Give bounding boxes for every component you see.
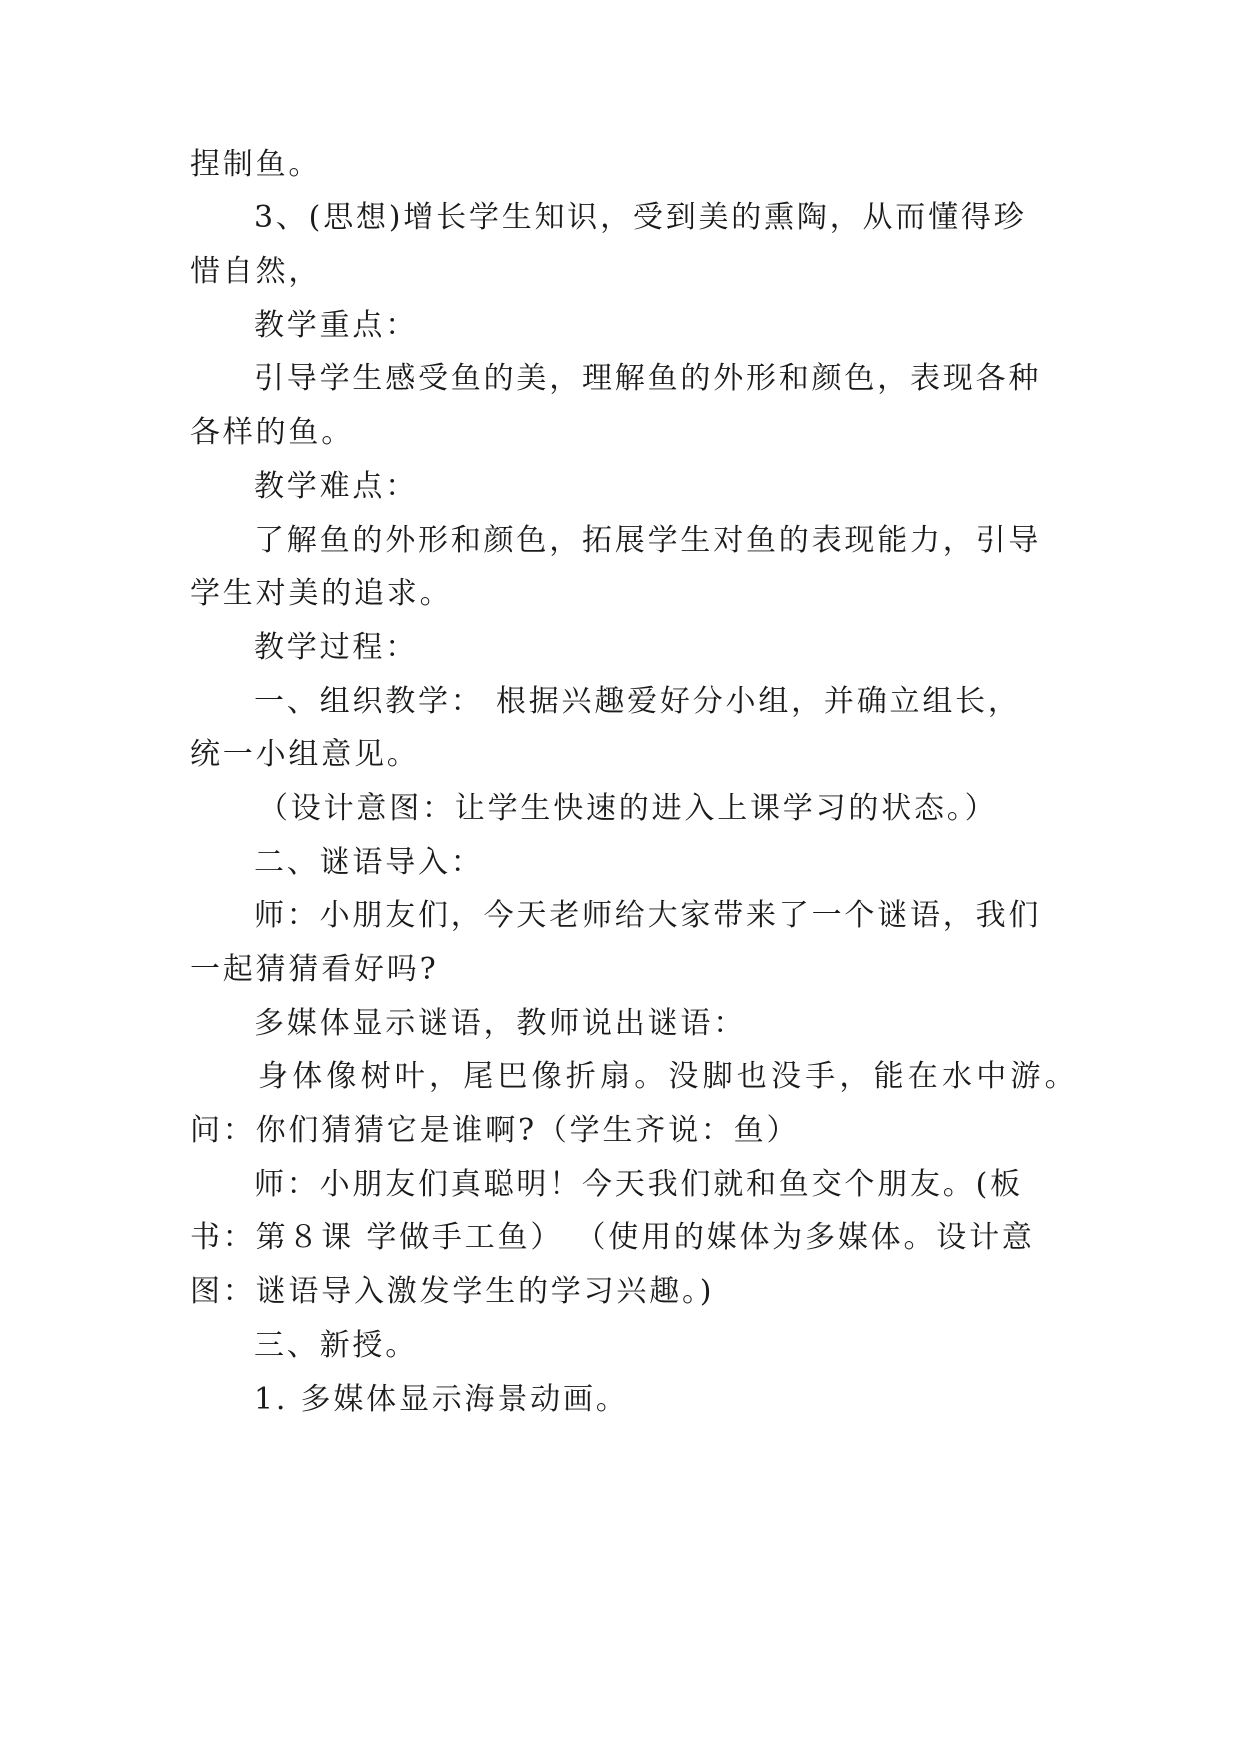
text-line: 多媒体显示谜语，教师说出谜语： [254,1006,746,1041]
text-line: 一、组织教学： 根据兴趣爱好分小组，并确立组长， [254,684,1021,719]
text-line: 引导学生感受鱼的美，理解鱼的外形和颜色，表现各种 [254,361,1042,396]
text-line: 惜自然， [190,254,322,289]
text-line: 学生对美的追求。 [190,576,453,611]
text-line: 问：你们猜猜它是谁啊?（学生齐说：鱼） [190,1113,800,1148]
section-heading: 教学重点： [254,308,418,343]
text-line: 一起猜猜看好吗? [190,952,439,987]
text-line: 各样的鱼。 [190,415,354,450]
riddle-text: 身体像树叶，尾巴像折扇。没脚也没手，能在水中游。 [258,1059,1079,1094]
text-line: 统一小组意见。 [190,737,420,772]
text-line: 捏制鱼。 [190,147,322,182]
section-heading: 二、谜语导入： [254,845,484,880]
text-line: 师：小朋友们，今天老师给大家带来了一个谜语，我们 [254,898,1042,933]
section-heading: 教学难点： [254,469,418,504]
text-line: 3、(思想)增长学生知识，受到美的熏陶，从而懂得珍 [254,200,1027,235]
design-note: （设计意图：让学生快速的进入上课学习的状态。） [258,791,998,826]
section-heading: 教学过程： [254,630,418,665]
text-line: 书：第８课 学做手工鱼） （使用的媒体为多媒体。设计意 [190,1220,1035,1255]
text-line: 师：小朋友们真聪明！今天我们就和鱼交个朋友。(板 [254,1167,1023,1202]
section-heading: 三、新授。 [254,1328,418,1363]
list-item: 1. 多媒体显示海景动画。 [254,1382,629,1417]
text-line: 了解鱼的外形和颜色，拓展学生对鱼的表现能力，引导 [254,523,1042,558]
text-line: 图：谜语导入激发学生的学习兴趣。) [190,1274,715,1309]
